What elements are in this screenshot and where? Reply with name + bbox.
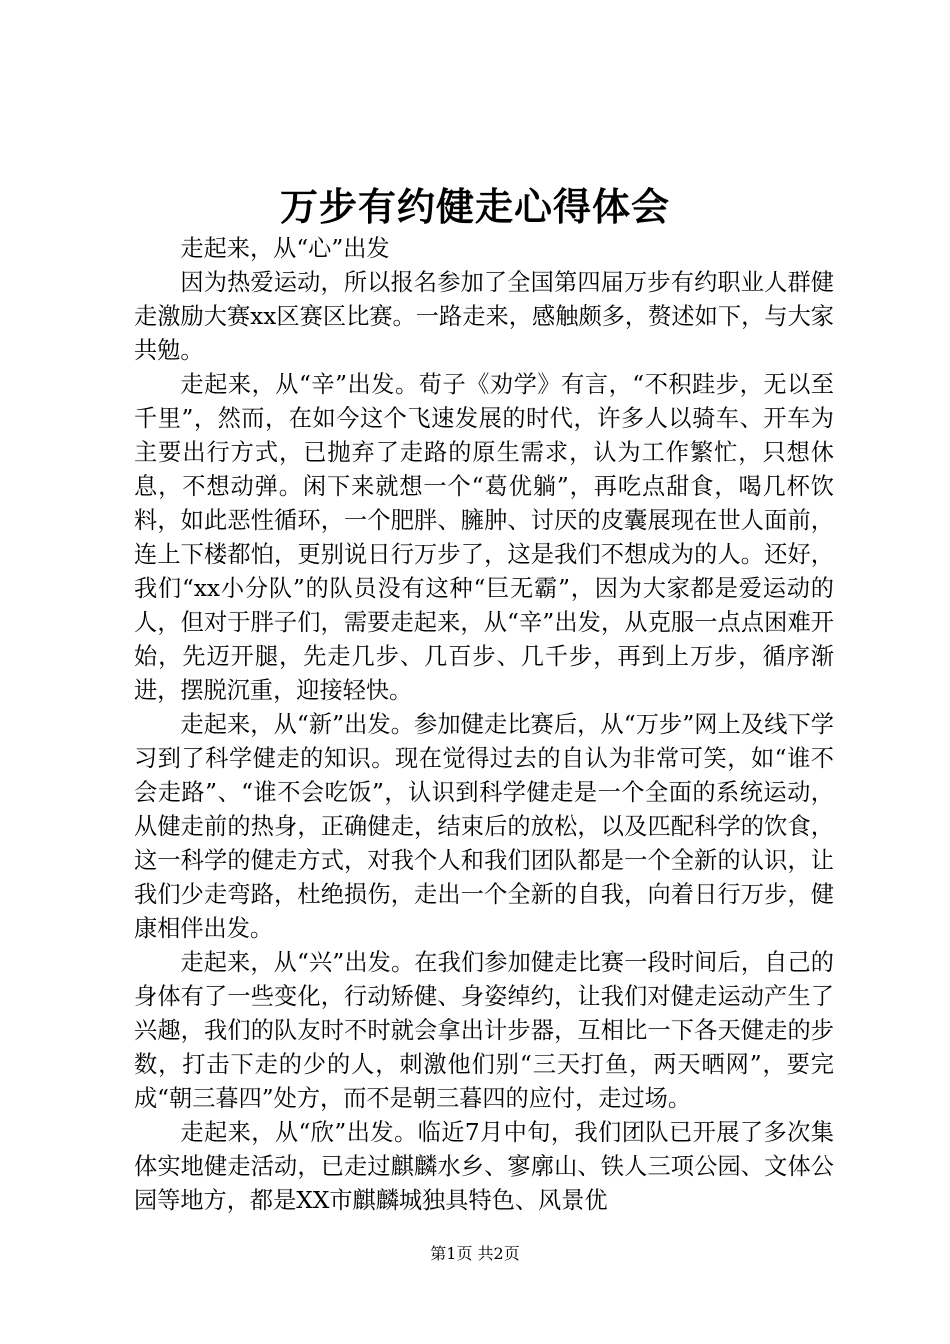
paragraph: 因为热爱运动，所以报名参加了全国第四届万步有约职业人群健走激励大赛xx区赛区比赛。一路走来，感触颇多，赘述如下，与大家共勉。 bbox=[134, 269, 834, 364]
page-footer: 第1页 共2页 bbox=[430, 1244, 520, 1263]
paragraph-heading: 走起来，从“心”出发 bbox=[180, 235, 390, 262]
document-title: 万步有约健走心得体会 bbox=[279, 184, 670, 229]
paragraph: 走起来，从“辛”出发。荀子《劝学》有言，“不积跬步，无以至千里”，然而，在如今这个飞速发展的时代，许多人以骑车、开车为主要出行方式，已抛弃了走路的原生需求，认为工作繁忙，只想休息，不想动弹。闲下来就想一个“葛优躺”，再吃点甜食，喝几杯饮料，如此恶性循环，一个肥胖、臃肿、讨厌的皮囊展现在世人面前，连上下楼都怕，更别说日行万步了，这是我们不想成为的人。还好，我们“xx小分队”的队员没有这种“巨无霸”，因为大家都是爱运动的人，但对于胖子们，需要走起来，从“辛”出发，从克服一点点困难开始，先迈开腿，先走几步、几百步、几千步，再到上万步，循序渐进，摆脱沉重，迎接轻快。 bbox=[134, 371, 834, 704]
paragraph: 走起来，从“欣”出发。临近7月中旬，我们团队已开展了多次集体实地健走活动，已走过麒麟水乡、寥廓山、铁人三项公园、文体公园等地方，都是XX市麒麟城独具特色、风景优 bbox=[134, 1119, 834, 1214]
paragraph: 走起来，从“兴”出发。在我们参加健走比赛一段时间后，自己的身体有了一些变化，行动矫健、身姿绰约，让我们对健走运动产生了兴趣，我们的队友时不时就会拿出计步器，互相比一下各天健走的步数，打击下走的少的人，刺激他们别“三天打鱼，两天晒网”，要完成“朝三暮四”处方，而不是朝三暮四的应付，走过场。 bbox=[134, 949, 834, 1112]
paragraph: 走起来，从“新”出发。参加健走比赛后，从“万步”网上及线下学习到了科学健走的知识。现在觉得过去的自认为非常可笑，如“谁不会走路”、“谁不会吃饭”，认识到科学健走是一个全面的系统运动，从健走前的热身，正确健走，结束后的放松，以及匹配科学的饮食，这一科学的健走方式，对我个人和我们团队都是一个全新的认识，让我们少走弯路，杜绝损伤，走出一个全新的自我，向着日行万步，健康相伴出发。 bbox=[134, 711, 834, 942]
document-body bbox=[134, 232, 834, 1218]
